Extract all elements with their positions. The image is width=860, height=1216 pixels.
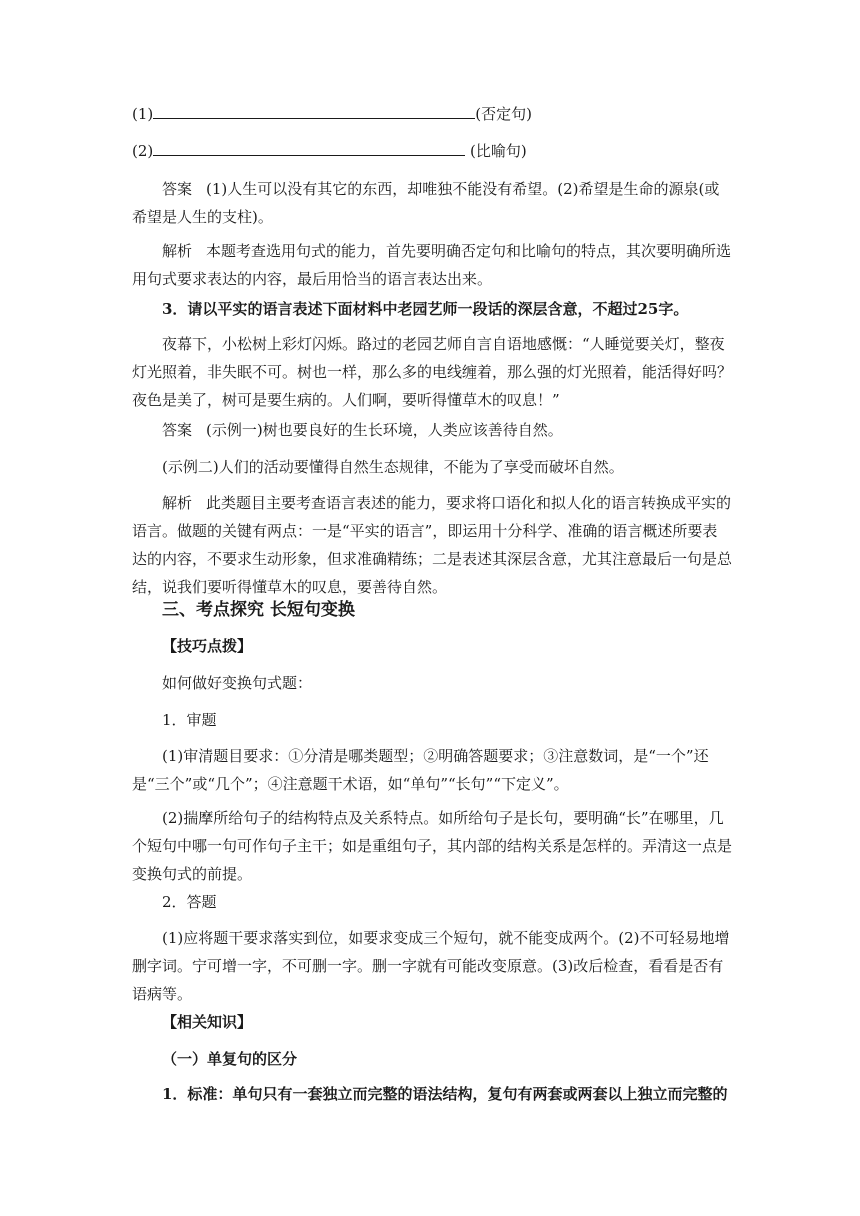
analysis-text: 本题考查选用句式的能力，首先要明确否定句和比喻句的特点，其次要明确所选用句式要求表达的内容，最后用恰当的语言表达出来。 [132, 242, 732, 288]
step-1-paragraph-1: (1)审清题目要求：①分清是哪类题型；②明确答题要求；③注意数词，是“一个”还是“三个”或“几个”；④注意题干术语，如“单句”“长句”“下定义”。 [132, 747, 709, 793]
answer-blank [153, 141, 465, 156]
fill-line-hint: (比喻句) [470, 142, 527, 160]
section-heading: 三、考点探究 长短句变换 [162, 600, 355, 620]
step-1-title: 1．审题 [162, 711, 217, 729]
fill-line-2 [132, 137, 732, 165]
answer-label: 答案 [162, 421, 193, 439]
analysis-text: 此类题目主要考查语言表述的能力，要求将口语化和拟人化的语言转换成平实的语言。做题的关键有两点：一是“平实的语言”，即运用十分科学、准确的语言概述所要表达的内容，不要求生动形象，但求准确精练；二是表述其深层含意，尤其注意最后一句是总结，说我们要听得懂草木的叹息，要善待自然。 [132, 494, 733, 596]
answer-blank [153, 104, 475, 119]
fill-line-number: (1) [132, 105, 154, 123]
analysis-2 [132, 237, 732, 293]
knowledge-heading: 【相关知识】 [162, 1013, 253, 1031]
step-2-title: 2．答题 [162, 893, 217, 911]
answer-3 [132, 416, 732, 444]
answer-text: (1)人生可以没有其它的东西，却唯独不能没有希望。(2)希望是生命的源泉(或希望是人生的支柱)。 [132, 180, 720, 226]
sub-heading: （一）单复句的区分 [162, 1050, 298, 1068]
fill-line-1 [132, 100, 732, 128]
answer-example-1: (示例一)树也要良好的生长环境，人类应该善待自然。 [206, 421, 563, 439]
criterion-text: 1．标准：单句只有一套独立而完整的语法结构，复句有两套或两套以上独立而完整的 [162, 1085, 728, 1103]
analysis-3 [132, 489, 732, 601]
answer-label: 答案 [162, 180, 193, 198]
analysis-label: 解析 [162, 494, 193, 512]
answer-2 [132, 175, 732, 231]
step-1-paragraph-2: (2)揣摩所给句子的结构特点及关系特点。如所给句子是长句，要明确“长”在哪里，几个短句中哪一句可作句子主干；如是重组句子，其内部的结构关系是怎样的。弄清这一点是变换句式的前提。 [132, 809, 733, 883]
fill-line-hint: (否定句) [475, 105, 532, 123]
question-3: 3．请以平实的语言表述下面材料中老园艺师一段话的深层含意，不超过25字。 [162, 300, 689, 318]
analysis-label: 解析 [162, 242, 193, 260]
material-3: 夜幕下，小松树上彩灯闪烁。路过的老园艺师自言自语地感慨：“人睡觉要关灯，整夜灯光照着，非失眠不可。树也一样，那么多的电线缠着，那么强的灯光照着，能活得好吗？夜色是美了，树可是要生病的。人们啊，要听得懂草木的叹息！” [132, 335, 733, 409]
step-2-paragraph-1: (1)应将题干要求落实到位，如要求变成三个短句，就不能变成两个。(2)不可轻易地增删字词。宁可增一字，不可删一字。删一字就有可能改变原意。(3)改后检查，看看是否有语病等。 [132, 929, 730, 1003]
tips-intro: 如何做好变换句式题： [162, 674, 313, 692]
tips-heading: 【技巧点拨】 [162, 637, 253, 655]
fill-line-number: (2) [132, 142, 154, 160]
answer-3-example-2: (示例二)人们的活动要懂得自然生态规律，不能为了享受而破坏自然。 [162, 458, 624, 476]
